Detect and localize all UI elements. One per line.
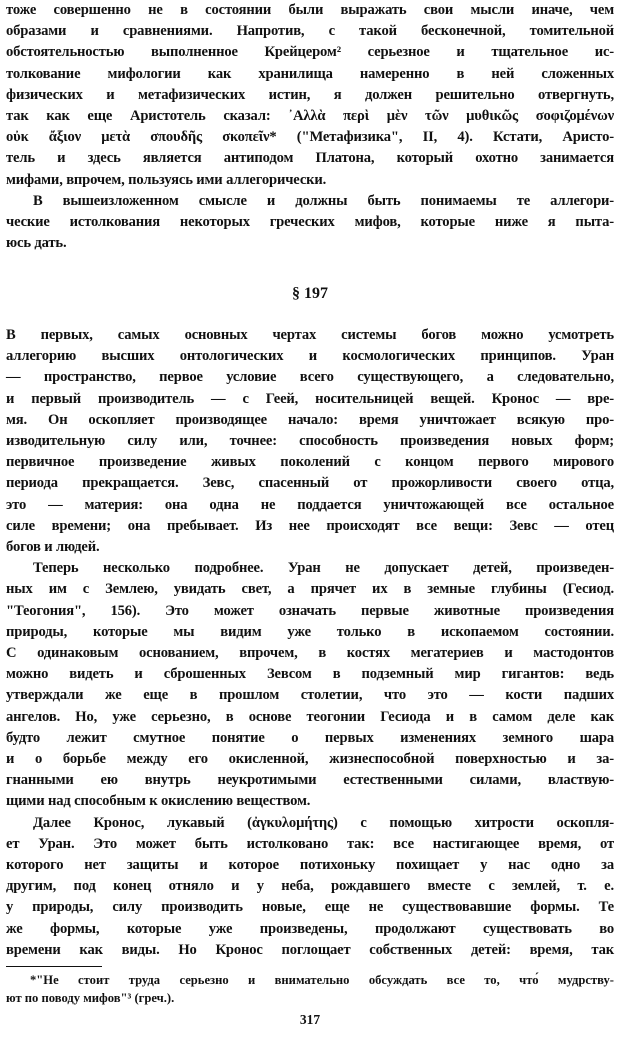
text-line: — пространство, первое условие всего существующего, а следовательно, (6, 369, 614, 386)
text-line: Теперь несколько подробнее. Уран не допускает детей, произведен- (33, 560, 614, 577)
text-line: мифами, впрочем, пользуясь ими аллегорически. (6, 171, 327, 188)
text-line: времени как виды. Но Кронос поглощает собственных детей: время, так (6, 941, 614, 958)
text-line: будто лежит смутное понятие о первых изменениях земного шара (6, 729, 614, 746)
text-line: οὐκ ἄξιον μετὰ σπουδῆς σκοπεῖν* ("Метафизика", II, 4). Кстати, Аристо- (6, 129, 614, 146)
paragraph (6, 191, 614, 255)
text-line: физических и метафизических истин, я должен решительно отвергнуть, (6, 86, 614, 103)
text-line: мя. Он оскопляет производящее начало: время уничтожает всякую про- (6, 411, 614, 428)
footnote-rule (6, 966, 102, 967)
text-line: и первый производитель — с Геей, носительницей вещей. Кронос — вре- (6, 390, 614, 407)
text-line: у природы, силу производить новые, еще не существовавшие формы. Те (6, 899, 614, 916)
text-line: тель и здесь является антиподом Платона, который охотно занимается (6, 150, 614, 167)
footnote-line: ют по поводу мифов"³ (греч.). (6, 991, 175, 1005)
text-line: и о борьбе между его окисленной, жизнеспособной поверхностью и за- (6, 751, 614, 768)
paragraph-continuation (6, 0, 614, 191)
paragraph (6, 558, 614, 812)
text-line: богов и людей. (6, 539, 100, 556)
text-line: юсь дать. (6, 235, 67, 252)
footnote (6, 971, 614, 1007)
paragraph (6, 325, 614, 558)
text-line: С одинаковым основанием, впрочем, в костях мегатериев и мастодонтов (6, 645, 614, 662)
text-line: толкование мифологии как хранилища намеренно в ней сложенных (6, 65, 614, 82)
text-line: тоже совершенно не в состоянии были выражать свои мысли иначе, чем (6, 2, 614, 18)
text-line: образами и сравнениями. Напротив, с такой бесконечной, томительной (6, 23, 614, 40)
text-line: ных им с Землею, увидать свет, а прячет их в земные глубины (Гесиод. (6, 581, 614, 598)
text-line: Далее Кронос, лукавый (ἀγκυλομήτης) с помощью хитрости оскопля- (33, 814, 614, 831)
page-number: 317 (299, 1012, 321, 1027)
text-line: ангелов. Но, уже серьезно, в основе теогонии Гесиода и в самом деле как (6, 708, 614, 725)
text-line: утверждали же еще в прошлом столетии, что это — кости падших (6, 687, 614, 704)
text-line: же формы, которые уже произведены, продолжают существовать во (6, 920, 614, 937)
text-line: "Теогония", 156). Это может означать первые животные произведения (6, 602, 614, 619)
text-line: так как еще Аристотель сказал: ᾽Αλλὰ περὶ μὲν τῶν μυθικῶς σοφιζομένων (6, 108, 614, 125)
text-line: это — материя: она одна не поддается уничтожающей все остальное (6, 496, 614, 513)
text-line: ческие истолкования некоторых греческих мифов, которые ниже я пыта- (6, 214, 614, 231)
text-line: аллегорию высших онтологических и космологических принципов. Уран (6, 348, 614, 365)
text-line: силе времени; она пребывает. Из нее происходят все вещи: Зевс — отец (6, 517, 614, 534)
text-line: ет Уран. Это может быть истолковано так: все настигающее время, от (6, 835, 614, 852)
text-line: периода прекращается. Зевс, спасенный от прожорливости своего отца, (6, 475, 614, 492)
main-text (6, 325, 614, 961)
text-line: В вышеизложенном смысле и должны быть понимаемы те аллегори- (33, 192, 614, 209)
text-line: другим, под конец отняло и у неба, рождавшего вместе с землей, т. е. (6, 878, 614, 895)
paragraph (6, 813, 614, 961)
text-line: природы, которые мы видим уже только в ископаемом состоянии. (6, 623, 614, 640)
text-line: изводительную силу или, точнее: способность произведения новых форм; (6, 433, 614, 450)
text-line: первичное произведение живых поколений с концом первого мирового (6, 454, 614, 471)
section-title: § 197 (292, 285, 328, 302)
text-line: В первых, самых основных чертах системы богов можно усмотреть (6, 327, 614, 343)
text-line: обстоятельностью выполненное Крейцером² серьезное и тщательное ис- (6, 44, 614, 61)
text-line: которого нет защиты и которое потихоньку похищает у нас одно за (6, 857, 614, 874)
top-text (6, 0, 614, 254)
text-line: можно видеть и сброшенных Зевсом в подземный мир гигантов: ведь (6, 666, 614, 683)
footnote-line: *"Не стоит труда серьезно и внимательно обсуждать все то, что́ мудрству- (30, 973, 614, 987)
text-line: гнанными ею внутрь неукротимыми естественными силами, властвую- (6, 772, 614, 789)
text-line: щими над способным к окислению веществом. (6, 793, 311, 810)
